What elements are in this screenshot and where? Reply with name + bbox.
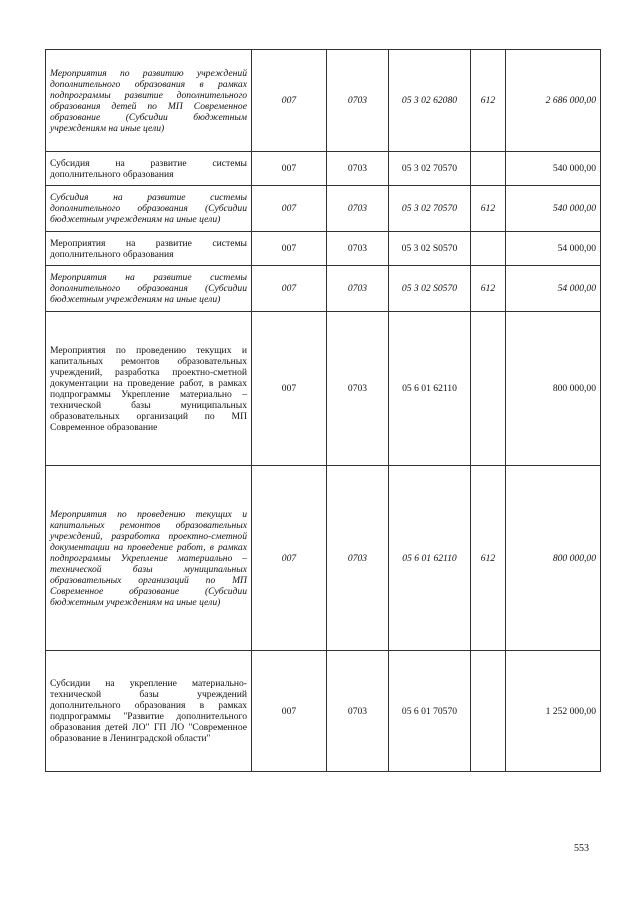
expense-type-cell [471, 651, 506, 772]
table-row [46, 152, 601, 186]
ved-cell: 007 [252, 266, 327, 312]
target-article-cell: 05 3 02 S0570 [389, 232, 471, 266]
table-row [46, 186, 601, 232]
description-cell: Мероприятия на развитие системы дополнительного образования [46, 232, 252, 266]
expense-type-cell: 612 [471, 466, 506, 651]
table-row [46, 50, 601, 152]
amount-cell: 54 000,00 [506, 266, 601, 312]
description-cell: Мероприятия по развитию учреждений дополнительного образования в рамках подпрограммы развитие дополнительного образования детей по МП Современное образование (Субсидии бюджетным учреждениям на иные цели) [46, 50, 252, 152]
expense-type-cell: 612 [471, 186, 506, 232]
budget-table-body [46, 50, 601, 772]
ved-cell: 007 [252, 232, 327, 266]
expense-type-cell [471, 232, 506, 266]
section-cell: 0703 [327, 186, 389, 232]
amount-cell: 54 000,00 [506, 232, 601, 266]
target-article-cell: 05 6 01 70570 [389, 651, 471, 772]
ved-cell: 007 [252, 186, 327, 232]
section-cell: 0703 [327, 152, 389, 186]
target-article-cell: 05 3 02 S0570 [389, 266, 471, 312]
page-number: 553 [574, 843, 589, 854]
expense-type-cell: 612 [471, 50, 506, 152]
amount-cell: 540 000,00 [506, 186, 601, 232]
description-cell: Мероприятия по проведению текущих и капитальных ремонтов образовательных учреждений, разработка проектно-сметной документации на проведение работ, в рамках подпрограммы Укрепление материально – технической базы муниципальных образовательных организаций по МП Современное образование (Субсидии бюджетным учреждениям на иные цели) [46, 466, 252, 651]
target-article-cell: 05 3 02 70570 [389, 186, 471, 232]
section-cell: 0703 [327, 651, 389, 772]
description-cell: Субсидии на укрепление материально-технической базы учреждений дополнительного образования в рамках подпрограммы "Развитие дополнительного образования детей ЛО" ГП ЛО "Современное образование в Ленинградской области" [46, 651, 252, 772]
table-row [46, 651, 601, 772]
table-row [46, 266, 601, 312]
amount-cell: 540 000,00 [506, 152, 601, 186]
target-article-cell: 05 6 01 62110 [389, 466, 471, 651]
table-row [46, 466, 601, 651]
ved-cell: 007 [252, 466, 327, 651]
expense-type-cell [471, 312, 506, 466]
section-cell: 0703 [327, 50, 389, 152]
section-cell: 0703 [327, 232, 389, 266]
ved-cell: 007 [252, 152, 327, 186]
expense-type-cell [471, 152, 506, 186]
budget-table [45, 49, 601, 772]
target-article-cell: 05 6 01 62110 [389, 312, 471, 466]
ved-cell: 007 [252, 651, 327, 772]
description-cell: Субсидия на развитие системы дополнительного образования [46, 152, 252, 186]
table-row [46, 232, 601, 266]
ved-cell: 007 [252, 50, 327, 152]
ved-cell: 007 [252, 312, 327, 466]
section-cell: 0703 [327, 466, 389, 651]
description-cell: Мероприятия на развитие системы дополнительного образования (Субсидии бюджетным учреждениям на иные цели) [46, 266, 252, 312]
description-cell: Мероприятия по проведению текущих и капитальных ремонтов образовательных учреждений, разработка проектно-сметной документации на проведение работ, в рамках подпрограммы Укрепление материально – технической базы муниципальных образовательных организаций по МП Современное образование [46, 312, 252, 466]
description-cell: Субсидия на развитие системы дополнительного образования (Субсидии бюджетным учреждениям на иные цели) [46, 186, 252, 232]
section-cell: 0703 [327, 266, 389, 312]
table-row [46, 312, 601, 466]
amount-cell: 800 000,00 [506, 466, 601, 651]
target-article-cell: 05 3 02 70570 [389, 152, 471, 186]
amount-cell: 2 686 000,00 [506, 50, 601, 152]
section-cell: 0703 [327, 312, 389, 466]
target-article-cell: 05 3 02 62080 [389, 50, 471, 152]
expense-type-cell: 612 [471, 266, 506, 312]
amount-cell: 800 000,00 [506, 312, 601, 466]
amount-cell: 1 252 000,00 [506, 651, 601, 772]
